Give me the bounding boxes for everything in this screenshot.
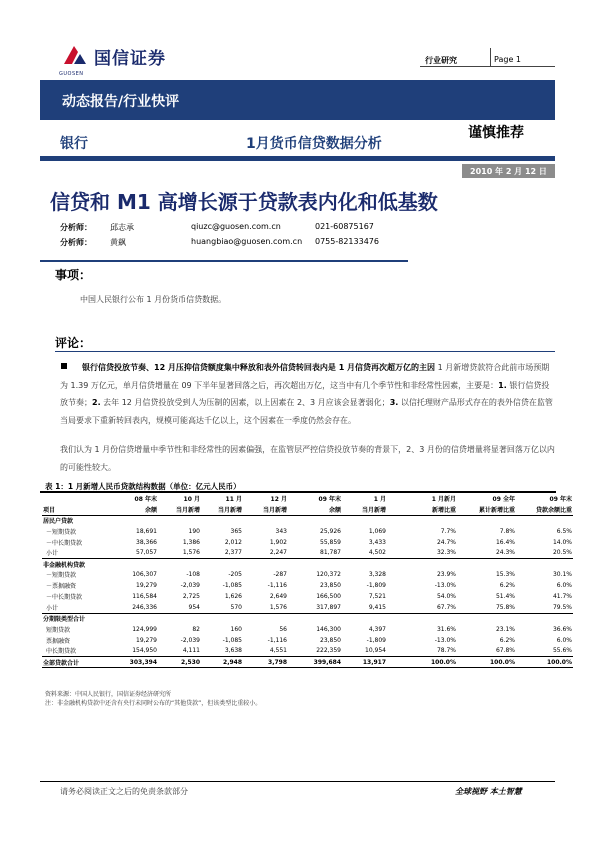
table-cell: 2,247 bbox=[269, 549, 287, 557]
table-header-cell: 当月新增 bbox=[158, 504, 201, 515]
table-cell: 19,279 bbox=[136, 636, 157, 644]
table-cell: -1,085 bbox=[222, 636, 242, 644]
table-cell: 23.1% bbox=[495, 625, 515, 633]
industry-label: 银行 bbox=[60, 136, 88, 152]
table-cell: 343 bbox=[275, 527, 287, 535]
table-cell: 120,372 bbox=[316, 571, 341, 579]
table-cell: 56 bbox=[279, 625, 287, 633]
table-gap bbox=[387, 646, 404, 657]
table-group-row bbox=[42, 559, 573, 570]
table-cell: 10,954 bbox=[365, 647, 386, 655]
analyst-email[interactable]: huangbiao@guosen.com.cn bbox=[191, 237, 303, 246]
table-cell: 2,377 bbox=[224, 549, 242, 557]
table-total-row bbox=[42, 657, 573, 668]
rating-label: 谨慎推荐 bbox=[468, 125, 524, 141]
table-cell: 1,902 bbox=[269, 538, 287, 546]
table-cell: -1,809 bbox=[366, 582, 386, 590]
table-row bbox=[42, 548, 573, 559]
table-note: 注：非金融机构贷款中还含有央行未同时公布的“其他贷款”，但该类型比重较小。 bbox=[45, 700, 262, 707]
table-cell: 51.4% bbox=[495, 593, 515, 601]
loan-structure-table bbox=[42, 493, 573, 668]
table-row bbox=[42, 569, 573, 580]
table-cell: 23,850 bbox=[320, 636, 341, 644]
table-gap bbox=[387, 569, 404, 580]
analyst-name: 邱志承 bbox=[110, 223, 134, 232]
table-cell: 399,684 bbox=[288, 657, 342, 668]
table-header-cell: 当月新增 bbox=[342, 504, 387, 515]
table-cell: 82 bbox=[192, 625, 200, 633]
table-cell: 78.7% bbox=[436, 647, 456, 655]
table-cell: -108 bbox=[186, 571, 200, 579]
table-cell: 570 bbox=[230, 603, 242, 611]
table-cell: -205 bbox=[228, 571, 242, 579]
table-header-cell: 余额 bbox=[288, 504, 342, 515]
table-cell: 票据融资 bbox=[46, 637, 71, 645]
table-cell: 24.7% bbox=[436, 538, 456, 546]
table-header-cell: 1 月 bbox=[373, 496, 386, 503]
event-text: 中国人民银行公布 1 月份货币信贷数据。 bbox=[80, 295, 227, 304]
table-cell: 6.5% bbox=[556, 527, 572, 535]
logo-text: 国信证券 bbox=[94, 49, 166, 69]
table-cell: -2,039 bbox=[180, 636, 200, 644]
disclaimer-note: 请务必阅读正文之后的免责条款部分 bbox=[60, 787, 188, 796]
key-point: 银行信贷投放节奏、12 月压抑信贷额度集中释放和表外信贷转回表内是 1 月信贷再次超万亿的主因 bbox=[82, 363, 436, 372]
table-cell: 4,551 bbox=[269, 647, 287, 655]
table-header-cell: 10 月 bbox=[183, 496, 200, 503]
table-row bbox=[42, 526, 573, 537]
header-divider bbox=[490, 48, 491, 66]
table-header-cell: 累计新增比重 bbox=[457, 504, 516, 515]
table-row bbox=[42, 580, 573, 591]
table-cell: 23,850 bbox=[320, 582, 341, 590]
table-gap bbox=[387, 537, 404, 548]
table-cell: 41.7% bbox=[552, 593, 572, 601]
table-row bbox=[42, 635, 573, 646]
table-cell: 3,638 bbox=[224, 647, 242, 655]
table-header-cell: 当月新增 bbox=[201, 504, 243, 515]
table-cell: 36.6% bbox=[552, 625, 572, 633]
table-group-row bbox=[42, 515, 573, 526]
title-band bbox=[40, 156, 555, 161]
table-cell: -1,116 bbox=[267, 582, 287, 590]
section-heading-comment: 评论： bbox=[55, 336, 92, 350]
table-cell: 31.6% bbox=[436, 625, 456, 633]
table-cell: －中长期贷款 bbox=[46, 594, 83, 602]
table-cell: 55,859 bbox=[320, 538, 341, 546]
table-header-cell: 贷款余额比重 bbox=[516, 504, 573, 515]
table-header-cell bbox=[42, 493, 106, 504]
analyst-phone: 0755-82133476 bbox=[315, 237, 379, 246]
table-cell: 106,307 bbox=[132, 571, 157, 579]
table-source: 资料来源：中国人民银行，国信证券经济研究所 bbox=[45, 691, 172, 698]
table-cell: 7.8% bbox=[499, 527, 515, 535]
table-title: 表 1：1 月新增人民币贷款结构数据（单位：亿元人民币） bbox=[45, 482, 241, 491]
guosen-logo-icon bbox=[60, 42, 88, 70]
table-cell: 6.0% bbox=[556, 636, 572, 644]
report-type: 行业研究 bbox=[425, 56, 457, 65]
table-row bbox=[42, 591, 573, 602]
table-cell: 100.0% bbox=[404, 657, 457, 668]
table-cell: 1,069 bbox=[368, 527, 386, 535]
table-group-title: 分期限类型合计 bbox=[42, 613, 573, 624]
table-cell: 短期贷款 bbox=[46, 626, 71, 634]
table-header-cell: 08 年末 bbox=[134, 496, 157, 503]
table-cell: 1,576 bbox=[182, 549, 200, 557]
table-cell: 6.2% bbox=[499, 582, 515, 590]
table-cell: 67.7% bbox=[436, 603, 456, 611]
table-cell: 365 bbox=[230, 527, 242, 535]
analyst-phone: 021-60875167 bbox=[315, 222, 374, 231]
table-cell: 2,649 bbox=[269, 593, 287, 601]
table-cell: 23.9% bbox=[436, 571, 456, 579]
table-cell: -13.0% bbox=[434, 636, 456, 644]
table-cell: 25,926 bbox=[320, 527, 341, 535]
table-header-row bbox=[42, 504, 573, 515]
table-cell: -1,116 bbox=[267, 636, 287, 644]
table-cell: 6.2% bbox=[499, 636, 515, 644]
logo-english: GUOSEN bbox=[59, 71, 84, 77]
table-group-title: 居民户贷款 bbox=[43, 518, 74, 526]
table-cell: 38,366 bbox=[136, 538, 157, 546]
table-row bbox=[42, 537, 573, 548]
table-cell: 13,917 bbox=[342, 657, 387, 668]
table-gap bbox=[387, 635, 404, 646]
table-cell: 79.5% bbox=[552, 603, 572, 611]
table-cell: 32.3% bbox=[436, 549, 456, 557]
table-cell: -13.0% bbox=[434, 582, 456, 590]
table-cell: 317,897 bbox=[316, 603, 341, 611]
table-cell: 246,336 bbox=[132, 603, 157, 611]
table-header-cell: 09 年末 bbox=[549, 496, 572, 503]
analyst-email[interactable]: qiuzc@guosen.com.cn bbox=[191, 222, 281, 231]
slogan: 全球视野 本土智慧 bbox=[455, 787, 522, 796]
table-cell: 222,359 bbox=[316, 647, 341, 655]
table-cell: 9,415 bbox=[368, 603, 386, 611]
table-gap bbox=[387, 580, 404, 591]
table-header-cell: 12 月 bbox=[270, 496, 287, 503]
table-group-title: 非金融机构贷款 bbox=[42, 559, 573, 570]
table-cell: 7.7% bbox=[440, 527, 456, 535]
table-header-cell: 1 月新月 bbox=[431, 496, 456, 503]
table-header-cell: 项目 bbox=[42, 504, 106, 515]
table-cell: 1,386 bbox=[182, 538, 200, 546]
table-cell: 18,691 bbox=[136, 527, 157, 535]
table-gap bbox=[387, 591, 404, 602]
table-cell: 54.0% bbox=[436, 593, 456, 601]
table-cell: 160 bbox=[230, 625, 242, 633]
table-cell: 中长期贷款 bbox=[46, 648, 77, 656]
table-gap bbox=[387, 526, 404, 537]
table-cell: 4,397 bbox=[368, 625, 386, 633]
table-gap bbox=[387, 624, 404, 635]
table-cell: 24.3% bbox=[495, 549, 515, 557]
table-cell: 154,950 bbox=[132, 647, 157, 655]
table-cell: 100.0% bbox=[516, 657, 573, 668]
table-header-cell: 新增比重 bbox=[404, 504, 457, 515]
table-cell: 1,626 bbox=[224, 593, 242, 601]
table-row bbox=[42, 646, 573, 657]
table-cell: 67.8% bbox=[495, 647, 515, 655]
table-cell: 全部贷款合计 bbox=[42, 657, 106, 668]
table-cell: 124,999 bbox=[132, 625, 157, 633]
table-gap bbox=[387, 504, 404, 515]
table-cell: 20.5% bbox=[552, 549, 572, 557]
table-cell: 303,394 bbox=[106, 657, 158, 668]
table-row bbox=[42, 624, 573, 635]
section-heading-event: 事项： bbox=[55, 268, 92, 282]
table-gap bbox=[387, 493, 404, 504]
table-cell: 19,279 bbox=[136, 582, 157, 590]
report-category: 动态报告/行业快评 bbox=[62, 94, 180, 110]
section-rule bbox=[40, 260, 408, 262]
table-cell: 4,502 bbox=[368, 549, 386, 557]
table-group-row bbox=[42, 613, 573, 624]
comment-paragraph-1: 银行信贷投放节奏、12 月压抑信贷额度集中释放和表外信贷转回表内是 1 月信贷再次超万亿的主因 1 月新增贷款符合此前市场预期为 1.39 万亿元，单月信贷增量在 09 下半年显著回落之后，再次超出万亿，这当中有几个季节性和非经常性因素，主要是：1. 银行信贷投放节奏；2. 去年 12 月信贷投放受到人为压制的因素，以上因素在 2、3 月应该会显著弱化；3. 以信托理财产品形式存在的表外信贷在监管当局要求下重新转回表内，规模可能高达千亿以上，这个因素在一季度仍然会存在。 bbox=[60, 363, 553, 425]
table-cell: 2,948 bbox=[201, 657, 243, 668]
table-cell: 4,111 bbox=[182, 647, 200, 655]
table-cell: 3,433 bbox=[368, 538, 386, 546]
table-cell: 小计 bbox=[46, 550, 59, 558]
table-cell: －票据融资 bbox=[46, 583, 77, 591]
table-cell: 2,725 bbox=[182, 593, 200, 601]
table-cell: -1,809 bbox=[366, 636, 386, 644]
table-row bbox=[42, 602, 573, 613]
table-cell: -1,085 bbox=[222, 582, 242, 590]
table-cell: -287 bbox=[273, 571, 287, 579]
table-header-cell: 11 月 bbox=[225, 496, 242, 503]
table-cell: 954 bbox=[188, 603, 200, 611]
table-cell: －短期贷款 bbox=[46, 528, 77, 536]
table-cell: 2,012 bbox=[224, 538, 242, 546]
table-gap bbox=[387, 548, 404, 559]
table-cell: 2,530 bbox=[158, 657, 201, 668]
table-cell: 1,576 bbox=[269, 603, 287, 611]
table-cell: 55.6% bbox=[552, 647, 572, 655]
table-cell: 7,521 bbox=[368, 593, 386, 601]
table-cell: 100.0% bbox=[457, 657, 516, 668]
analyst-label: 分析师： bbox=[60, 238, 92, 247]
table-cell: 75.8% bbox=[495, 603, 515, 611]
comment-paragraph-2: 我们认为 1 月份信贷增量中季节性和非经常性的因素偏强，在监管层严控信贷投放节奏的背景下，2、3 月份的信贷增量将显著回落万亿以内的可能性较大。 bbox=[60, 445, 555, 472]
section-rule bbox=[55, 351, 555, 352]
table-cell: 14.0% bbox=[552, 538, 572, 546]
table-cell: 166,500 bbox=[316, 593, 341, 601]
analyst-label: 分析师： bbox=[60, 223, 92, 232]
headline: 信贷和 M1 高增长源于贷款表内化和低基数 bbox=[50, 190, 438, 214]
page-number: Page 1 bbox=[494, 55, 521, 64]
table-cell: 6.0% bbox=[556, 582, 572, 590]
report-title: 1月货币信贷数据分析 bbox=[246, 136, 382, 152]
header-rule bbox=[420, 66, 555, 67]
table-gap bbox=[387, 657, 404, 668]
table-cell: 57,057 bbox=[136, 549, 157, 557]
table-cell: 190 bbox=[188, 527, 200, 535]
table-cell: -2,039 bbox=[180, 582, 200, 590]
report-date: 2010 年 2 月 12 日 bbox=[470, 167, 547, 176]
table-header-cell: 09 全年 bbox=[492, 496, 515, 503]
table-header-cell: 09 年末 bbox=[318, 496, 341, 503]
table-header-cell: 当月新增 bbox=[243, 504, 288, 515]
table-cell: 146,300 bbox=[316, 625, 341, 633]
table-cell: －短期贷款 bbox=[46, 572, 77, 580]
table-cell: 3,798 bbox=[243, 657, 288, 668]
table-cell: 81,787 bbox=[320, 549, 341, 557]
table-cell: －中长期贷款 bbox=[46, 539, 83, 547]
table-cell: 小计 bbox=[46, 604, 59, 612]
table-cell: 16.4% bbox=[495, 538, 515, 546]
table-header-row bbox=[42, 493, 573, 504]
table-cell: 3,328 bbox=[368, 571, 386, 579]
table-gap bbox=[387, 602, 404, 613]
footer-rule bbox=[40, 781, 555, 782]
table-header-cell: 余额 bbox=[106, 504, 158, 515]
analyst-name: 黄飙 bbox=[110, 238, 126, 247]
table-cell: 116,584 bbox=[132, 593, 157, 601]
table-cell: 15.3% bbox=[495, 571, 515, 579]
table-cell: 30.1% bbox=[552, 571, 572, 579]
